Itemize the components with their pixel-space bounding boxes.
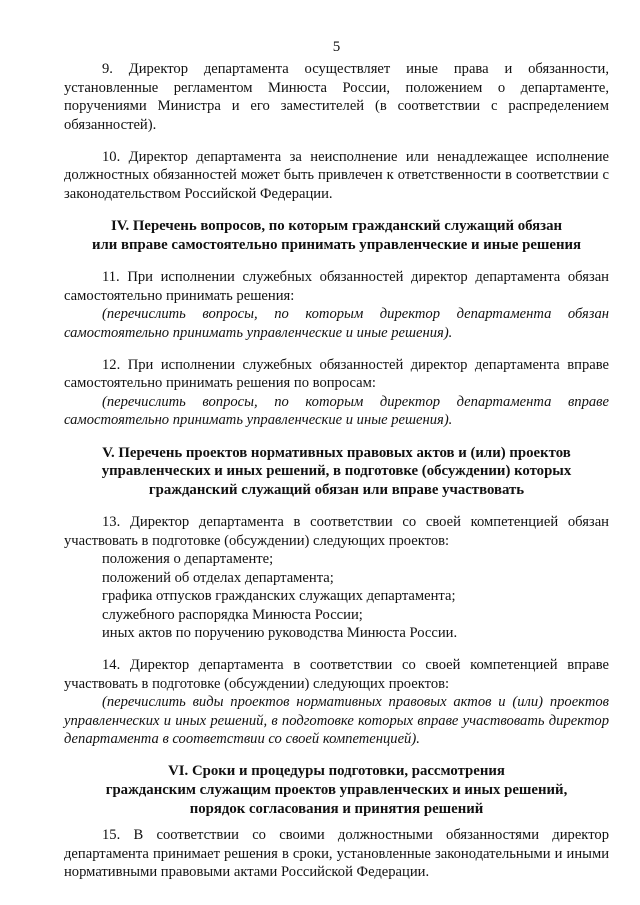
document-page: [64, 38, 609, 881]
paragraph-15: 15. В соответствии со своими должностными обязанностями директор департамента принимает решения в сроки, установленные законодательными и иными нормативными правовыми актами Российской Федерации.: [64, 827, 609, 880]
section-vi-heading-line: гражданским служащим проектов управленческих и иных решений,: [105, 781, 568, 798]
section-iv-heading-line: IV. Перечень вопросов, по которым гражданский служащий обязан: [110, 218, 563, 235]
paragraph-10: 10. Директор департамента за неисполнение или ненадлежащее исполнение должностных обязанностей может быть привлечен к ответственности в соответствии с законодательством Российской Федерации.: [64, 149, 609, 202]
paragraph-9: 9. Директор департамента осуществляет иные права и обязанности, установленные регламентом Минюста России, положением о департаменте, поручениями Министра и его заместителей (в соответствии с распределением обязанностей).: [64, 61, 609, 133]
section-vi-heading-line: VI. Сроки и процедуры подготовки, рассмотрения: [168, 763, 505, 780]
paragraph-13: 13. Директор департамента в соответствии со своей компетенцией обязан участвовать в подготовке (обсуждении) следующих проектов:: [64, 514, 609, 549]
section-iv-heading: [64, 217, 609, 254]
section-v-heading-line: V. Перечень проектов нормативных правовых актов и (или) проектов: [102, 444, 571, 461]
list-item: иных актов по поручению руководства Минюста России.: [102, 624, 458, 641]
section-vi-heading: [64, 762, 609, 818]
list-item: служебного распорядка Минюста России;: [102, 606, 363, 623]
paragraph-13-list: [64, 550, 609, 642]
paragraph-14: 14. Директор департамента в соответствии со своей компетенцией вправе участвовать в подготовке (обсуждении) следующих проектов:: [64, 657, 609, 692]
section-iv-heading-line: или вправе самостоятельно принимать управленческие и иные решения: [91, 236, 582, 253]
list-item: положений об отделах департамента;: [102, 569, 334, 586]
paragraph-14-instruction: (перечислить виды проектов нормативных правовых актов и (или) проектов управленческих и иных решений, в подготовке которых вправе участвовать директор департамента в соответствии со своей компетенцией).: [64, 694, 609, 747]
paragraph-11: 11. При исполнении служебных обязанностей директор департамента обязан самостоятельно принимать решения:: [64, 269, 609, 304]
page-number: 5: [332, 39, 341, 55]
paragraph-12: 12. При исполнении служебных обязанностей директор департамента вправе самостоятельно принимать решения по вопросам:: [64, 357, 609, 392]
section-v-heading-line: управленческих и иных решений, в подготовке (обсуждении) которых: [101, 463, 572, 480]
list-item: графика отпусков гражданских служащих департамента;: [102, 588, 456, 605]
paragraph-11-instruction: (перечислить вопросы, по которым директор департамента обязан самостоятельно принимать управленческие и иные решения).: [64, 306, 609, 341]
section-v-heading: [64, 444, 609, 500]
section-vi-heading-line: порядок согласования и принятия решений: [189, 800, 484, 817]
paragraph-12-instruction: (перечислить вопросы, по которым директор департамента вправе самостоятельно принимать управленческие и иные решения).: [64, 393, 609, 429]
list-item: положения о департаменте;: [102, 551, 274, 568]
section-v-heading-line: гражданский служащий обязан или вправе участвовать: [148, 481, 525, 498]
